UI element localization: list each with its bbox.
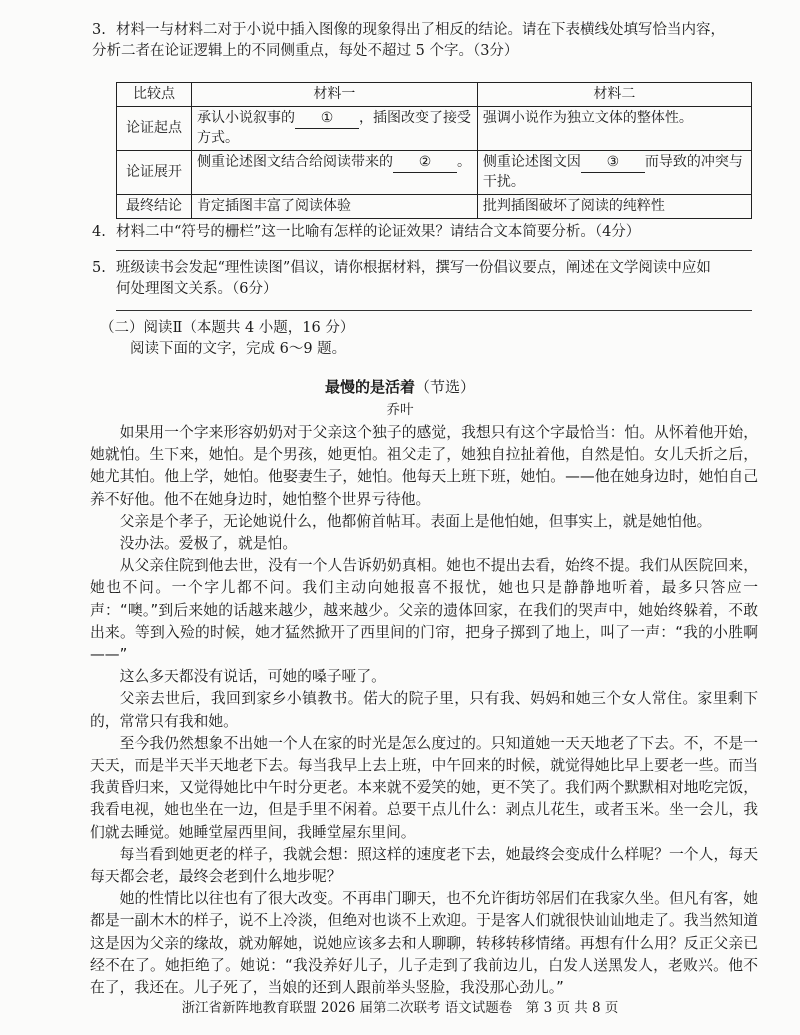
section-title: （二）阅读Ⅱ（本题共 4 小题，16 分） [100,320,355,336]
table-cell [477,151,751,195]
answer-blank-2[interactable]: ② [393,153,457,173]
table-row [117,151,752,195]
cell-text: 而导致的冲突与干扰。 [482,154,743,190]
cell-text: 侧重论述图文结合给阅读带来的 [197,154,393,170]
question-number: 4. [92,224,106,240]
question-text: 班级读书会发起“理性读图”倡议，请你根据材料，撰写一份倡议要点，阐述在文学阅读中应如 [116,260,711,276]
paragraph: 这么多天都没有说话，可她的嗓子哑了。 [119,668,386,686]
cell-text: 强调小说作为独立文体的整体性。 [482,110,693,126]
question-text: 何处理图文关系。（6分） [116,281,278,297]
cell-text: 承认小说叙事的 [197,110,295,126]
answer-line[interactable] [116,310,752,311]
question-4 [92,222,752,243]
row-label: 论证展开 [117,151,192,195]
table-header: 材料一 [192,83,478,107]
question-5 [92,258,752,300]
table-cell [192,195,478,219]
table-cell [192,107,478,151]
table-cell [192,151,478,195]
question-number: 5. [92,260,106,276]
answer-blank-3[interactable]: ③ [581,153,645,173]
cell-text: 侧重论述图文因 [482,154,581,170]
paragraph: 每当看到她更老的样子，我就会想：照这样的速度老下去，她最终会变成什么样呢？一个人，每天每天都会老，最终会老到什么地步呢？ [90,845,758,886]
section-instruction: 阅读下面的文字，完成 6～9 题。 [130,341,347,357]
answer-blank-1[interactable]: ① [295,109,359,129]
table-header: 比较点 [117,83,192,107]
article-body [90,422,758,999]
article-author: 乔叶 [386,402,414,418]
answer-line[interactable] [116,250,752,251]
article-title-main: 最慢的是活着 [324,378,415,396]
page-footer: 浙江省新阵地教育联盟 2026 届第二次联考 语文试题卷 第 3 页 共 8 页 [181,1000,619,1016]
paragraph: 从父亲住院到他去世，没有一个人告诉奶奶真相。她也不提出去看，始终不提。我们从医院回来，她也不问。一个字儿都不问。我们主动向她报喜不报忧，她也只是静静地听着，最多只答应一声：“噢。”到后来她的话越来越少，越来越少。父亲的遗体回家，在我们的哭声中，她始终躲着，不敢出来。等到入殓的时候，她才猛然掀开了西里间的门帘，把身子掷到了地上，叫了一声：“我的小胜啊——” [90,557,758,664]
paragraph: 至今我仍然想象不出她一个人在家的时光是怎么度过的。只知道她一天天地老了下去。不，不是一天天，而是半天半天地老下去。每当我早上去上班，中午回来的时候，就觉得她比早上要老一些。而当我黄昏归来，又觉得她比中午时分更老。本来就不爱笑的她，更不笑了。我们两个默默相对地吃完饭，我看电视，她也坐在一边，但是手里不闲着。总要干点儿什么：剥点儿花生，或者玉米。坐一会儿，我们就去睡觉。她睡堂屋西里间，我睡堂屋东里间。 [90,734,758,841]
paragraph: 她的性情比以往也有了很大改变。不再串门聊天，也不允许街坊邻居们在我家久坐。但凡有客，她都是一副木木的样子，说不上冷淡，但绝对也谈不上欢迎。于是客人们就很快讪讪地走了。我当然知道这是因为父亲的缘故，就劝解她，说她应该多去和人聊聊，转移转移情绪。再想有什么用？反正父亲已经不在了。她拒绝了。她说：“我没养好儿子，儿子走到了我前边儿，白发人送黑发人，老败兴。他不在了，我还在。儿子死了，当娘的还到人跟前举头竖脸，我没那心劲儿。” [90,890,758,997]
table-header: 材料二 [477,83,751,107]
table-row [117,195,752,219]
comparison-table [116,82,752,219]
cell-text: ，插图改变了接受方式。 [197,110,471,146]
table-cell [477,107,751,151]
question-text: 分析二者在论证逻辑上的不同侧重点，每处不超过 5 个字。（3分） [92,43,519,59]
article-title-note: （节选） [415,378,476,396]
question-text: 材料一与材料二对于小说中插入图像的现象得出了相反的结论。请在下表横线处填写恰当内容， [116,22,725,38]
cell-text: 。 [457,154,471,170]
article-title [0,376,800,397]
row-label: 论证起点 [117,107,192,151]
paragraph: 如果用一个字来形容奶奶对于父亲这个独子的感觉，我想只有这个字最恰当：怕。从怀着他开始，她就怕。生下来，她怕。是个男孩，她更怕。祖父走了，她独自拉扯着他，自然是怕。女儿夭折之后，她尤其怕。他上学，她怕。他娶妻生子，她怕。他每天上班下班，她怕。——他在她身边时，她怕自己养不好他。他不在她身边时，她怕整个世界亏待他。 [90,424,758,508]
row-label: 最终结论 [117,195,192,219]
paragraph: 没办法。爱极了，就是怕。 [119,535,298,553]
table-header-row [117,83,752,107]
table-cell [477,195,751,219]
table-row [117,107,752,151]
reading-section-heading [100,318,354,360]
question-number: 3. [92,22,106,38]
cell-text: 批判插图破坏了阅读的纯粹性 [482,198,665,214]
paragraph: 父亲是个孝子，无论她说什么，他都俯首帖耳。表面上是他怕她，但事实上，就是她怕他。 [119,512,712,530]
paragraph: 父亲去世后，我回到家乡小镇教书。偌大的院子里，只有我、妈妈和她三个女人常住。家里剩下的，常常只有我和她。 [90,690,758,730]
question-text: 材料二中“符号的栅栏”这一比喻有怎样的论证效果？请结合文本简要分析。（4分） [116,224,641,240]
question-3 [92,20,752,62]
cell-text: 肯定插图丰富了阅读体验 [197,198,351,214]
